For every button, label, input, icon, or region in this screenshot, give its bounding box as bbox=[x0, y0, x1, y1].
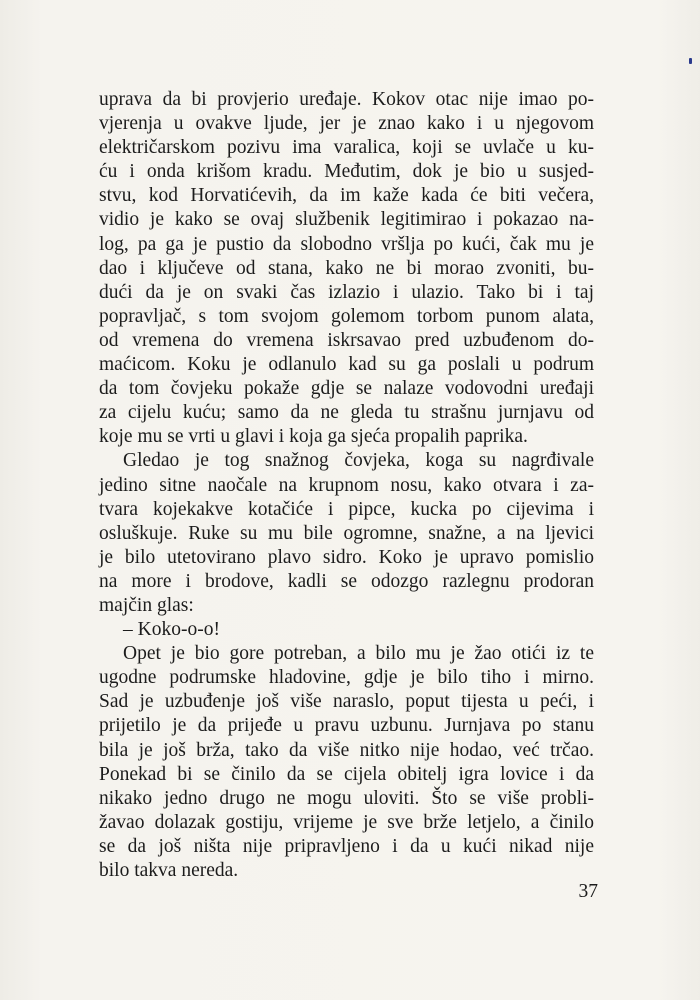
text-line: vjerenja u ovakve ljude, jer je znao kako i u njegovom bbox=[99, 113, 594, 135]
print-mark bbox=[689, 58, 692, 64]
text-line: osluškuje. Ruke su mu bile ogromne, snažne, a na ljevici bbox=[99, 522, 594, 544]
text-line: Opet je bio gore potreban, a bilo mu je žao otići iz te bbox=[123, 643, 594, 665]
text-line: da tom čovjeku pokaže gdje se nalaze vodovodni uređaji bbox=[99, 378, 594, 400]
text-line: popravljač, s tom svojom golemom torbom punom alata, bbox=[99, 305, 594, 327]
text-line: Sad je uzbuđenje još više naraslo, poput tijesta u peći, i bbox=[99, 691, 594, 713]
text-line: jedino sitne naočale na krupnom nosu, kako otvara i za- bbox=[99, 474, 594, 496]
text-line: nikako jedno drugo ne mogu uloviti. Što se više probli- bbox=[99, 787, 594, 809]
text-line: log, pa ga je pustio da slobodno vršlja po kući, čak mu je bbox=[99, 233, 594, 255]
text-line: za cijelu kuću; samo da ne gleda tu strašnu jurnjavu od bbox=[99, 402, 594, 424]
text-line: dao i ključeve od stana, kako ne bi morao zvoniti, bu- bbox=[99, 257, 594, 279]
text-line: bilo takva nereda. bbox=[99, 860, 239, 881]
body-text bbox=[99, 88, 594, 883]
text-line: tvara kojekakve kotačiće i pipce, kucka po cijevima i bbox=[99, 498, 594, 520]
text-line: bila je još brža, tako da više nitko nije hodao, već trčao. bbox=[99, 739, 594, 761]
text-line: je bilo utetovirano plavo sidro. Koko je upravo pomislio bbox=[99, 546, 594, 568]
text-line: žavao dolazak gostiju, vrijeme je sve brže letjelo, a činilo bbox=[99, 811, 594, 833]
dialogue-line: – Koko-o-o! bbox=[123, 619, 220, 641]
text-line: dući da je on svaki čas izlazio i ulazio. Tako bi i taj bbox=[99, 281, 594, 303]
text-line: ugodne podrumske hladovine, gdje je bilo tiho i mirno. bbox=[99, 667, 594, 689]
text-line: stvu, kod Horvatićevih, da im kaže kada će biti večera, bbox=[99, 185, 594, 207]
text-line: električarskom pozivu ima varalica, koji se uvlače u ku- bbox=[99, 137, 594, 159]
text-line: Ponekad bi se činilo da se cijela obitelj igra lovice i da bbox=[99, 763, 594, 785]
text-line: na more i brodove, kadli se odozgo razlegnu prodoran bbox=[99, 570, 594, 592]
text-line: vidio je kako se ovaj službenik legitimirao i pokazao na- bbox=[99, 209, 594, 231]
text-line: majčin glas: bbox=[99, 594, 194, 616]
text-line: maćicom. Koku je odlanulo kad su ga poslali u podrum bbox=[99, 354, 594, 376]
text-line: se da još ništa nije pripravljeno i da u kući nikad nije bbox=[99, 835, 594, 857]
text-line: prijetilo je da prijeđe u pravu uzbunu. Jurnjava po stanu bbox=[99, 715, 594, 737]
text-line: koje mu se vrti u glavi i koja ga sjeća propalih paprika. bbox=[99, 426, 528, 448]
text-line: Gledao je tog snažnog čovjeka, koga su nagrđivale bbox=[123, 450, 594, 472]
text-line: od vremena do vremena iskrsavao pred uzbuđenom do- bbox=[99, 329, 594, 351]
page-number: 37 bbox=[578, 881, 598, 902]
text-line: uprava da bi provjerio uređaje. Kokov otac nije imao po- bbox=[99, 89, 594, 110]
text-line: ću i onda krišom kradu. Međutim, dok je bio u susjed- bbox=[99, 161, 594, 183]
